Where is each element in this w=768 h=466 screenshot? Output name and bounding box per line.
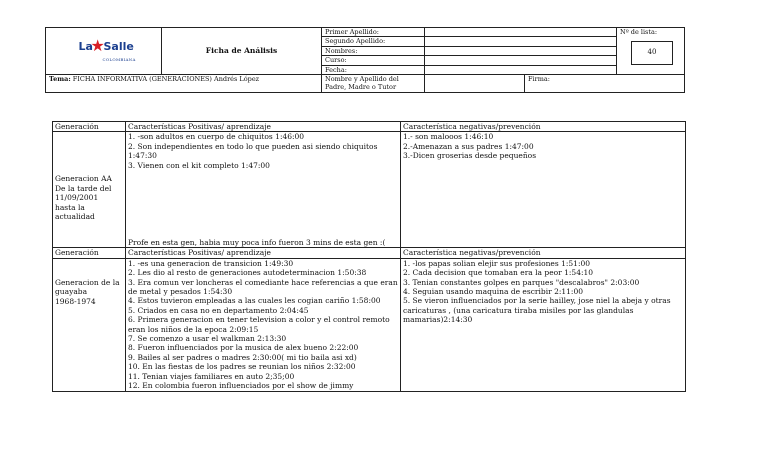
logo-subtext: COLOMBIANA — [102, 56, 136, 62]
star-icon: ★ — [90, 35, 105, 55]
list-item: 5. Criados en casa no en departamento 2:04:45 — [128, 305, 309, 315]
list-item: 2. Son independientes en todo lo que pueden asi siendo chiquitos 1:47:30 — [128, 141, 378, 161]
field-nombres: Nombres: — [322, 46, 425, 55]
list-item: 9. Bailes al ser padres o madres 2:30:00( mi tio baila asi xd) — [128, 352, 357, 362]
field-primer-apellido-value[interactable] — [425, 28, 617, 37]
generation-line: Generacion AA — [55, 174, 112, 184]
list-item: 8. Fueron influenciados por la musica de alex bueno 2:22:00 — [128, 343, 359, 353]
list-item: 10. En las fiestas de los padres se reunian los niños 2:32:00 — [128, 362, 356, 372]
firma-label: Firma: — [525, 75, 685, 93]
list-item: 4. Estos tuvieron empleadas a las cuales les cogian cariño 1:58:00 — [128, 296, 381, 306]
header-negativas: Característica negativas/prevención — [401, 248, 686, 258]
parent-label: Nombre y Apellido del Padre, Madre o Tutor — [322, 75, 425, 93]
field-curso: Curso: — [322, 56, 425, 65]
list-item: 1. -es una generacion de transicion 1:49:30 — [128, 258, 294, 268]
field-nombres-value[interactable] — [425, 46, 617, 55]
list-item: 2. Les dio al resto de generaciones autodeterminacion 1:50:38 — [128, 268, 367, 278]
list-number-label: Nº de lista: — [620, 28, 658, 36]
negatives-cell-aa — [401, 132, 686, 248]
header-table — [45, 27, 685, 93]
generation-cell-aa — [53, 132, 126, 248]
logo-cell — [46, 28, 162, 75]
header-positivas: Características Positivas/ aprendizaje — [126, 122, 401, 132]
generation-line: 11/09/2001 — [55, 193, 99, 203]
list-item: 3.-Dicen groserias desde pequeños — [403, 151, 537, 161]
logo-la-text: La — [78, 39, 93, 53]
field-fecha: Fecha: — [322, 65, 425, 74]
header-positivas: Características Positivas/ aprendizaje — [126, 248, 401, 258]
list-number-cell — [617, 28, 685, 75]
list-item: 4. Seguian usando maquina de escribir 2:11:00 — [403, 287, 583, 297]
field-primer-apellido: Primer Apellido: — [322, 28, 425, 37]
list-item: 6. Primera generacion en tener television a color y el control remoto eran los niños de la epoca 2:09:15 — [128, 315, 390, 334]
list-item: 2.-Amenazan a sus padres 1:47:00 — [403, 141, 534, 151]
list-item: 7. Se comenzo a usar el walkman 2:13:30 — [128, 334, 287, 344]
tema-label: Tema: — [49, 75, 71, 84]
list-item: 3. Era comun ver loncheras el comediante hace referencias a que eran de metal y pesados 1:54:30 — [128, 277, 398, 297]
generation-line: De la tarde del — [55, 183, 112, 193]
list-number-box — [631, 41, 673, 65]
generation-line: guayaba — [55, 287, 88, 297]
logo-salle-text: Salle — [103, 39, 134, 53]
list-item: 1. -son adultos en cuerpo de chiquitos 1:46:00 — [128, 132, 305, 142]
generation-line: 1968-1974 — [55, 296, 96, 306]
tema-value: FICHA INFORMATIVA (GENERACIONES) Andrés López — [72, 75, 260, 84]
list-item: 1.- son malooos 1:46:10 — [403, 132, 494, 142]
parent-value[interactable] — [425, 75, 525, 93]
generation-line: Generacion de la — [55, 277, 120, 287]
la-salle-logo — [73, 35, 136, 62]
list-item: 5. Se vieron influenciados por la serie hailley, jose niel la abeja y otras caricaturas , (una caricatura tiraba misiles por las glandulas mamarias)2:14:30 — [403, 296, 671, 325]
list-item: 3. Vienen con el kit completo 1:47:00 — [128, 160, 270, 170]
header-generacion: Generación — [53, 122, 126, 132]
header-generacion: Generación — [53, 248, 126, 258]
teacher-note: Profe en esta gen, habia muy poca info fueron 3 mins de esta gen :( — [128, 238, 386, 247]
list-number-value: 40 — [647, 48, 657, 56]
list-number-underline — [631, 64, 673, 65]
generations-table — [52, 121, 686, 392]
field-segundo-apellido: Segundo Apellido: — [322, 37, 425, 46]
tema-cell — [46, 75, 322, 93]
list-item: 11. Tenian viajes familiares en auto 2;35;00 — [128, 371, 295, 381]
header-negativas: Característica negativas/prevención — [401, 122, 686, 132]
generation-line: actualidad — [55, 212, 95, 222]
list-item: 3. Tenian constantes golpes en parques "descalabros" 2:03:00 — [403, 277, 640, 287]
negatives-cell-guayaba — [401, 258, 686, 391]
field-fecha-value[interactable] — [425, 65, 617, 74]
positives-cell-aa — [126, 132, 401, 248]
field-segundo-apellido-value[interactable] — [425, 37, 617, 46]
field-curso-value[interactable] — [425, 56, 617, 65]
generation-cell-guayaba — [53, 258, 126, 391]
list-item: 12. En colombia fueron influenciados por el show de jimmy — [128, 381, 354, 391]
generation-line: hasta la — [55, 202, 85, 212]
list-item: 1. -los papas solian elejir sus profesiones 1:51:00 — [403, 258, 591, 268]
positives-cell-guayaba — [126, 258, 401, 391]
list-item: 2. Cada decision que tomaban era la peor 1:54:10 — [403, 268, 594, 278]
form-title: Ficha de Análisis — [162, 28, 322, 75]
